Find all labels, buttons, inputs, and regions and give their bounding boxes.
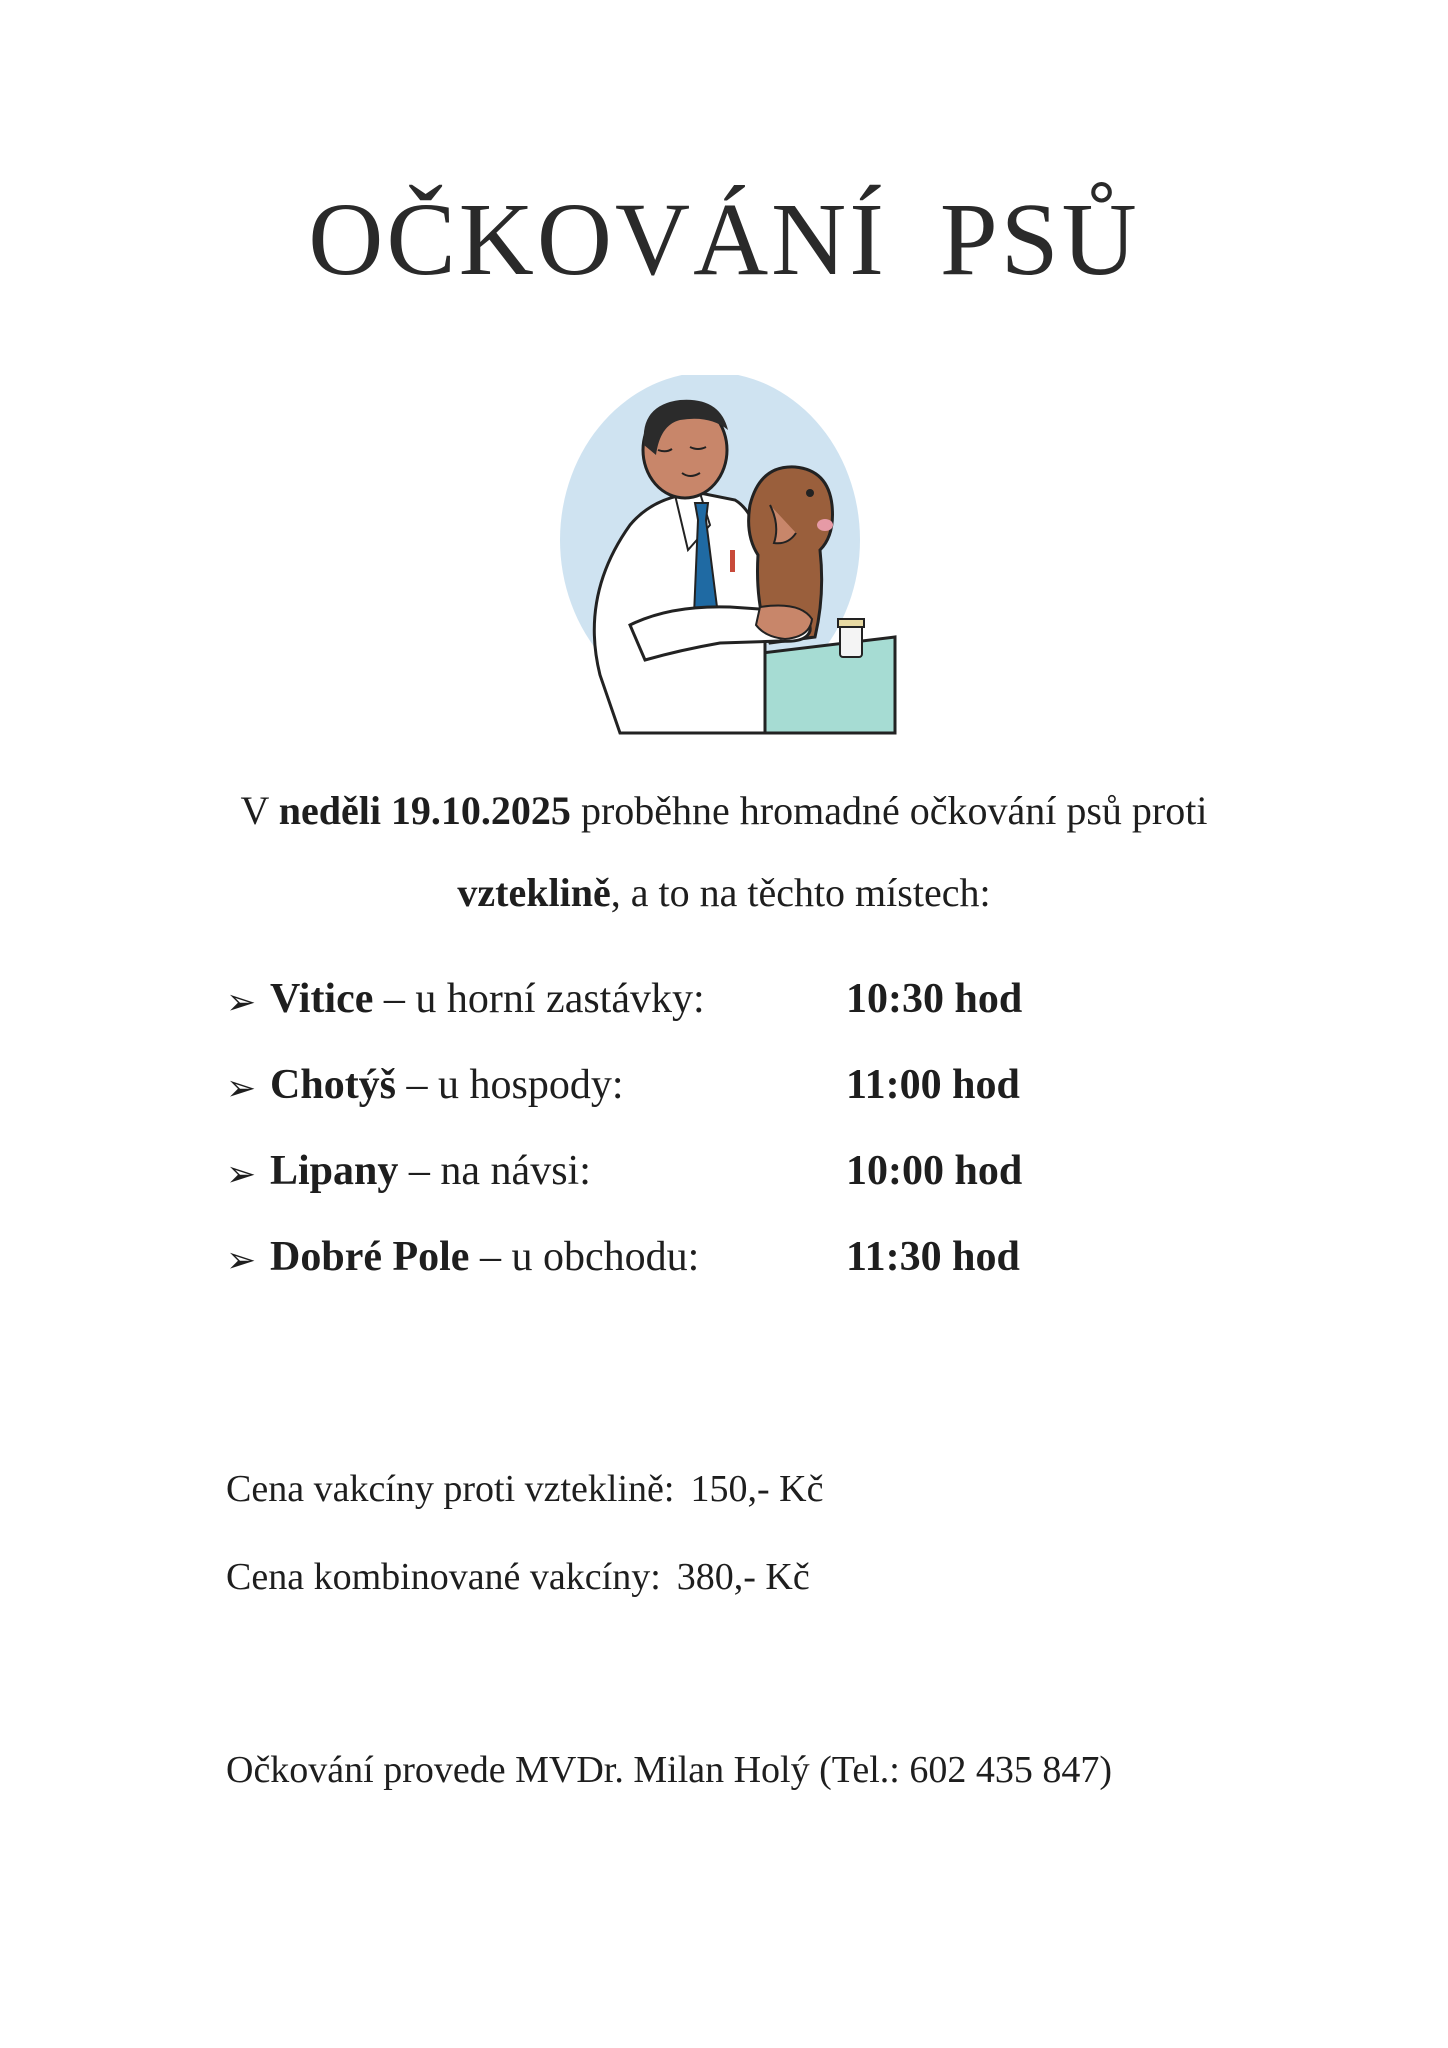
location-detail: – u horní zastávky:	[373, 976, 705, 1022]
intro-text: proběhne hromadné očkování psů proti	[570, 788, 1208, 833]
schedule-item	[226, 1233, 1126, 1319]
location-name: Dobré Pole	[270, 1234, 470, 1280]
price-list	[226, 1445, 823, 1621]
location-name: Chotýš	[270, 1062, 397, 1108]
location-time: 10:30 hod	[846, 976, 1023, 1022]
price-label: Cena kombinované vakcíny:	[226, 1556, 661, 1598]
location-name: Vitice	[270, 976, 374, 1022]
location-time: 10:00 hod	[846, 1148, 1023, 1194]
price-label: Cena vakcíny proti vzteklině:	[226, 1468, 675, 1510]
schedule-list	[226, 975, 1126, 1319]
price-amount: 150,- Kč	[690, 1468, 824, 1510]
intro-text: , a to na těchto místech:	[610, 870, 991, 915]
location-name: Lipany	[270, 1148, 399, 1194]
arrow-bullet-icon: ➢	[226, 1068, 257, 1108]
intro-paragraph	[150, 770, 1298, 934]
schedule-item	[226, 1147, 1126, 1233]
price-amount: 380,- Kč	[676, 1556, 810, 1598]
schedule-item	[226, 1061, 1126, 1147]
arrow-bullet-icon: ➢	[226, 1154, 257, 1194]
disease-name: vzteklině	[457, 870, 611, 915]
price-item	[226, 1533, 823, 1621]
event-date: neděli 19.10.2025	[278, 788, 571, 833]
price-item	[226, 1445, 823, 1533]
location-time: 11:00 hod	[846, 1062, 1020, 1108]
location-detail: – u hospody:	[396, 1062, 624, 1108]
page-title: OČKOVÁNÍ PSŮ	[308, 182, 1140, 297]
arrow-bullet-icon: ➢	[226, 1240, 257, 1280]
veterinarian-with-dog-icon	[560, 375, 900, 735]
location-detail: – na návsi:	[398, 1148, 591, 1194]
location-detail: – u obchodu:	[469, 1234, 700, 1280]
intro-text: V	[240, 788, 279, 833]
schedule-item	[226, 975, 1126, 1061]
arrow-bullet-icon: ➢	[226, 982, 257, 1022]
location-time: 11:30 hod	[846, 1234, 1020, 1280]
vet-contact: Očkování provede MVDr. Milan Holý (Tel.: 602 435 847)	[226, 1749, 1112, 1791]
